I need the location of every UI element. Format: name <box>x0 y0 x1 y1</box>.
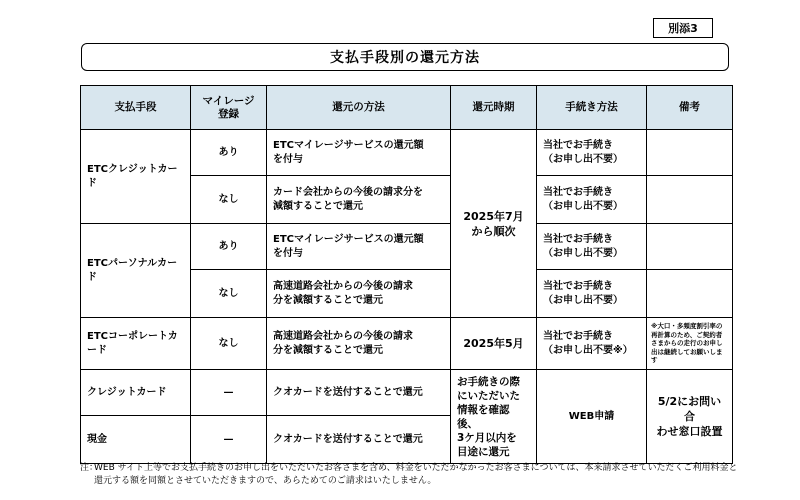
cell-refund: クオカードを送付することで還元 <box>267 416 451 464</box>
cell-method-credit: クレジットカード <box>81 370 191 416</box>
cell-procedure-web: WEB申請 <box>537 370 647 464</box>
header-refund: 還元の方法 <box>267 86 451 130</box>
cell-method-etc-personal: ETCパーソナルカード <box>81 224 191 318</box>
cell-timing-group2: お手続きの際 にいただいた 情報を確認後、 3ケ月以内を 目途に還元 <box>451 370 537 464</box>
cell-refund: ETCマイレージサービスの還元額 を付与 <box>267 224 451 270</box>
cell-mileage-none: — <box>191 370 267 416</box>
header-method: 支払手段 <box>81 86 191 130</box>
cell-method-etc-corporate: ETCコーポレートカード <box>81 318 191 370</box>
header-procedure: 手続き方法 <box>537 86 647 130</box>
cell-refund: カード会社からの今後の請求分を 減額することで還元 <box>267 176 451 224</box>
cell-mileage-no: なし <box>191 318 267 370</box>
table-row <box>81 318 733 370</box>
cell-mileage-none: — <box>191 416 267 464</box>
table-row <box>81 130 733 176</box>
cell-timing-group1: 2025年7月 から順次 <box>451 130 537 318</box>
cell-procedure: 当社でお手続き （お申し出不要） <box>537 176 647 224</box>
cell-remark-empty <box>647 176 733 224</box>
footnote <box>80 462 740 488</box>
cell-procedure: 当社でお手続き （お申し出不要） <box>537 270 647 318</box>
cell-refund: 高速道路会社からの今後の請求 分を減額することで還元 <box>267 270 451 318</box>
header-mileage-text: マイレージ 登録 <box>202 94 255 120</box>
cell-method-etc-credit: ETCクレジットカード <box>81 130 191 224</box>
header-remarks: 備考 <box>647 86 733 130</box>
refund-table <box>80 85 733 464</box>
cell-procedure: 当社でお手続き （お申し出不要） <box>537 130 647 176</box>
cell-refund: クオカードを送付することで還元 <box>267 370 451 416</box>
cell-procedure: 当社でお手続き （お申し出不要） <box>537 224 647 270</box>
cell-remark-empty <box>647 270 733 318</box>
table-row <box>81 224 733 270</box>
cell-mileage-yes: あり <box>191 130 267 176</box>
cell-method-cash: 現金 <box>81 416 191 464</box>
cell-refund: ETCマイレージサービスの還元額 を付与 <box>267 130 451 176</box>
page-title: 支払手段別の還元方法 <box>81 43 729 71</box>
cell-mileage-no: なし <box>191 176 267 224</box>
footnote-text: WEB サイト上等でお支払手続きのお申し出をいただいたお客さまを含め、料金をいただかなかったお客さまについては、本来請求させていただくご利用料金と還元する額を同額とさせていただきますので、あらためてのご請求はいたしません。 <box>94 463 738 486</box>
cell-procedure: 当社でお手続き （お申し出不要※） <box>537 318 647 370</box>
cell-mileage-no: なし <box>191 270 267 318</box>
header-mileage <box>191 86 267 130</box>
cell-remark-group2: 5/2にお問い合 わせ窓口設置 <box>647 370 733 464</box>
table-row <box>81 370 733 416</box>
table-header-row <box>81 86 733 130</box>
footnote-lead: 注： <box>80 463 99 473</box>
cell-timing-corporate: 2025年5月 <box>451 318 537 370</box>
header-timing: 還元時期 <box>451 86 537 130</box>
cell-remark-empty <box>647 130 733 176</box>
cell-remark-corporate: ※大口・多頻度割引率の再計算のため、ご契約者さまからの走行のお申し出は継続してお願いします <box>647 318 733 370</box>
attachment-badge: 別添3 <box>653 18 713 38</box>
cell-refund: 高速道路会社からの今後の請求 分を減額することで還元 <box>267 318 451 370</box>
cell-remark-empty <box>647 224 733 270</box>
cell-mileage-yes: あり <box>191 224 267 270</box>
